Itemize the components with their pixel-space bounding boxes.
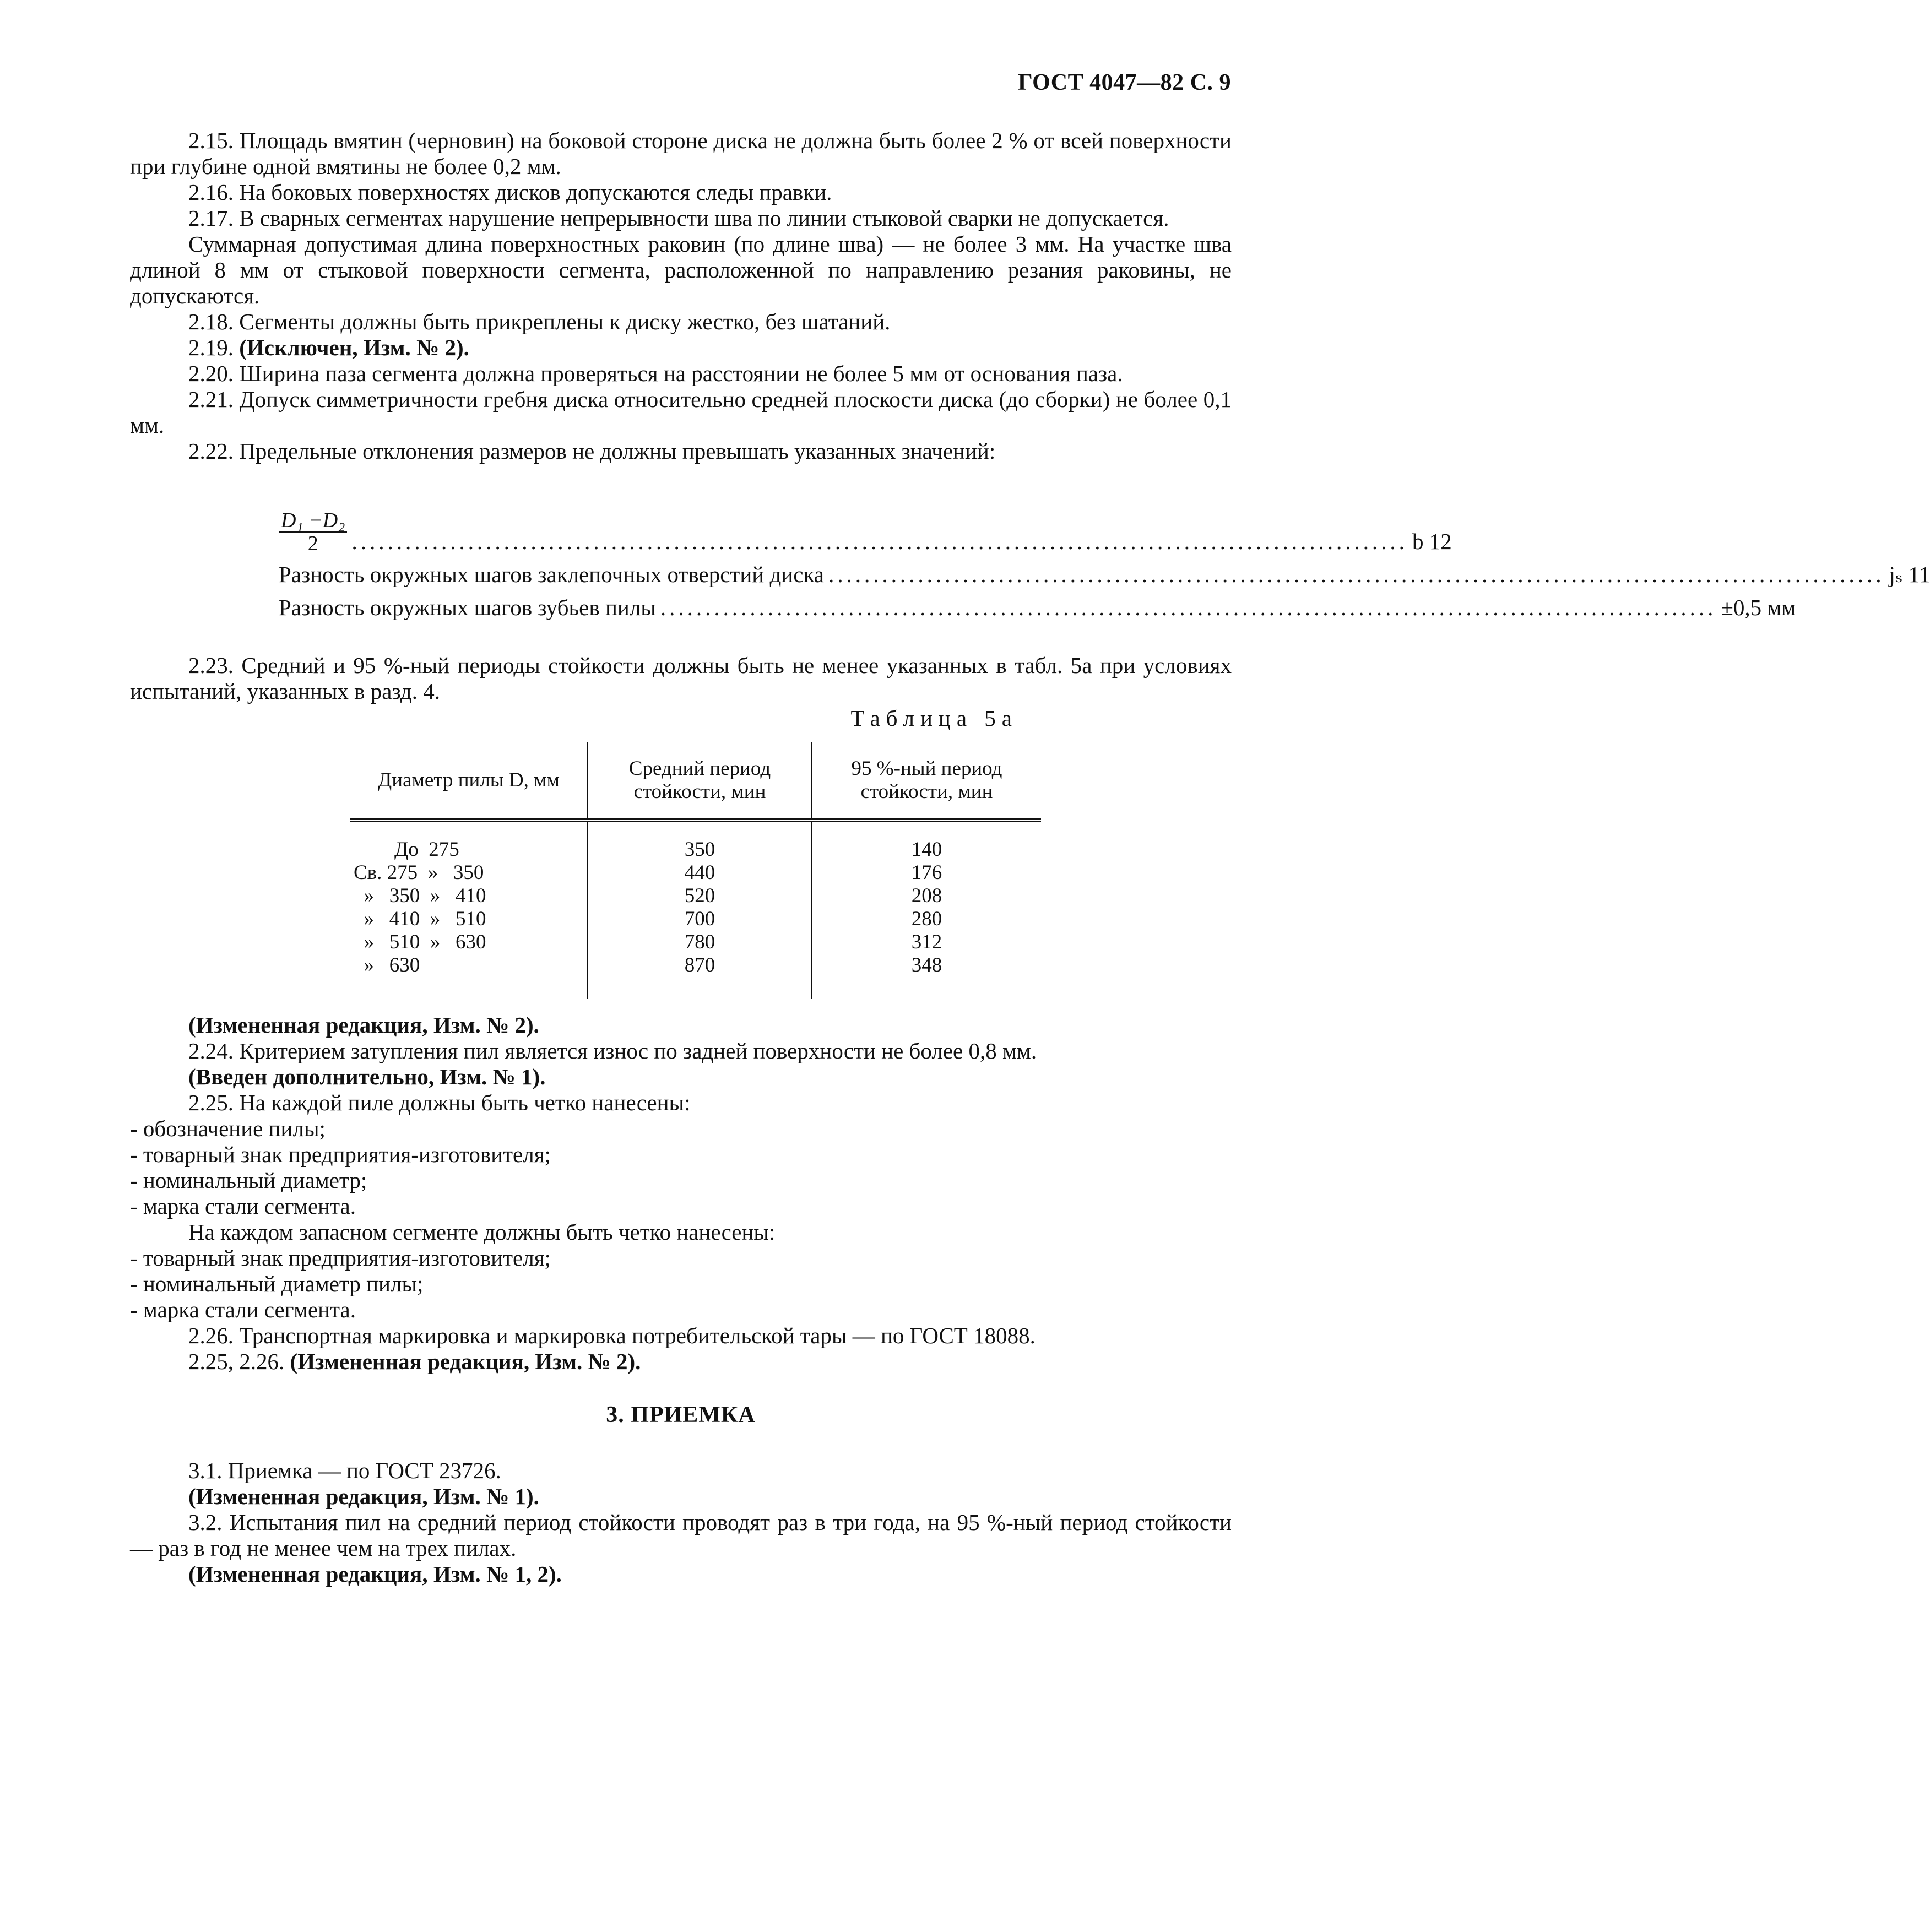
section-title: 3. ПРИЕМКА	[606, 1402, 756, 1428]
clause-2-18: 2.18. Сегменты должны быть прикреплены к диску жестко, без шатаний.	[188, 309, 891, 334]
amendment-note: (Измененная редакция, Изм. № 2).	[188, 1012, 539, 1038]
list-item: - марка стали сегмента.	[130, 1193, 356, 1219]
after-table-block	[130, 1012, 1232, 1375]
clause-2-25: 2.25. На каждой пиле должны быть четко нанесены:	[188, 1090, 691, 1115]
leader-dots: ......................................................................................................................	[828, 562, 1885, 587]
tolerance-label: Разность окружных шагов заклепочных отверстий диска	[279, 562, 824, 587]
spare-segment-text: На каждом запасном сегменте должны быть четко нанесены:	[188, 1219, 776, 1245]
amendment-note: (Введен дополнительно, Изм. № 1).	[188, 1064, 546, 1089]
cell-95: 140	[812, 820, 1041, 861]
list-item: - обозначение пилы;	[130, 1116, 326, 1141]
clause-2-17: 2.17. В сварных сегментах нарушение непрерывности шва по линии стыковой сварки не допускается.	[188, 205, 1169, 231]
column-header-mean-period: Средний период стойкости, мин	[588, 742, 812, 820]
cell-95: 280	[812, 908, 1041, 931]
cell-95: 208	[812, 884, 1041, 908]
table-row	[350, 861, 1041, 884]
list-item: - марка стали сегмента.	[130, 1297, 356, 1322]
amendment-note: (Измененная редакция, Изм. № 1, 2).	[188, 1561, 562, 1587]
cell-diameter: » 350 » 410	[354, 884, 486, 907]
amendment-note: (Измененная редакция, Изм. № 1).	[188, 1484, 539, 1509]
list-item: - товарный знак предприятия-изготовителя;	[130, 1142, 551, 1167]
clause-2-15: 2.15. Площадь вмятин (черновин) на боковой стороне диска не должна быть более 2 % от всей поверхности при глубине одной вмятины не более 0,2 мм.	[130, 128, 1232, 179]
column-header-diameter: Диаметр пилы D, мм	[350, 742, 588, 820]
clause-2-21: 2.21. Допуск симметричности гребня диска относительно средней плоскости диска (до сборки) не более 0,1 мм.	[130, 387, 1232, 438]
clause-3-2: 3.2. Испытания пил на средний период стойкости проводят раз в три года, на 95 %-ный период стойкости — раз в год не менее чем на трех пилах.	[130, 1510, 1232, 1561]
cell-diameter: » 410 » 510	[354, 908, 486, 930]
fraction-denominator: 2	[307, 532, 318, 555]
cell-diameter: » 510 » 630	[354, 931, 486, 953]
clause-2-24: 2.24. Критерием затупления пил является износ по задней поверхности не более 0,8 мм.	[188, 1038, 1037, 1063]
tolerance-value: jₛ 11	[1889, 562, 1930, 587]
table-caption: Таблица 5а	[850, 705, 1018, 731]
table-row	[350, 908, 1041, 931]
cell-95: 348	[812, 954, 1041, 999]
list-item: - номинальный диаметр;	[130, 1168, 367, 1193]
clause-2-19	[130, 335, 1232, 361]
cell-mean: 870	[588, 954, 812, 999]
cell-diameter: До 275	[354, 838, 459, 861]
table-row	[350, 954, 1041, 999]
clause-3-1: 3.1. Приемка — по ГОСТ 23726.	[188, 1458, 501, 1483]
amendment-text: (Измененная редакция, Изм. № 2).	[290, 1349, 641, 1374]
clause-2-20: 2.20. Ширина паза сегмента должна проверяться на расстоянии не более 5 мм от основания паза.	[188, 361, 1123, 386]
cell-diameter: Св. 275 » 350	[354, 861, 484, 884]
amendment-note-2-25-2-26	[130, 1349, 1232, 1375]
cell-mean: 520	[588, 884, 812, 908]
table-header-row	[350, 742, 1041, 820]
list-item: - товарный знак предприятия-изготовителя;	[130, 1245, 551, 1271]
cell-diameter: » 630	[354, 954, 420, 976]
leader-dots: ......................................................................................................................	[660, 595, 1717, 620]
page-content	[130, 128, 1930, 1587]
tolerance-value: b 12	[1412, 529, 1452, 554]
table-row	[350, 931, 1041, 954]
running-head: ГОСТ 4047—82 С. 9	[1017, 70, 1231, 95]
cell-mean: 440	[588, 861, 812, 884]
amendment-prefix: 2.25, 2.26.	[188, 1349, 285, 1374]
clause-2-22: 2.22. Предельные отклонения размеров не должны превышать указанных значений:	[188, 438, 996, 464]
tolerance-row-diameter	[279, 500, 1452, 555]
table-row	[350, 884, 1041, 908]
cell-mean: 350	[588, 820, 812, 861]
cell-mean: 700	[588, 908, 812, 931]
tolerance-row-rivet-holes	[279, 555, 1930, 588]
clause-2-26: 2.26. Транспортная маркировка и маркировка потребительской тары — по ГОСТ 18088.	[188, 1323, 1036, 1348]
cell-mean: 780	[588, 931, 812, 954]
column-header-95-period: 95 %-ный период стойкости, мин	[812, 742, 1041, 820]
tolerance-list	[279, 500, 1930, 621]
table-row	[350, 820, 1041, 861]
clause-2-19-num: 2.19.	[188, 335, 234, 360]
tolerance-row-teeth	[279, 588, 1796, 621]
tolerance-label: Разность окружных шагов зубьев пилы	[279, 595, 656, 620]
cell-95: 312	[812, 931, 1041, 954]
tolerance-value: ±0,5 мм	[1721, 595, 1796, 620]
cell-95: 176	[812, 861, 1041, 884]
fraction-numerator: D₁ −D₂	[279, 509, 347, 533]
clause-2-17-cont: Суммарная допустимая длина поверхностных раковин (по длине шва) — не более 3 мм. На участке шва длиной 8 мм от стыковой поверхности сегмента, расположенной по направлению резания раковины, не допускаются.	[130, 231, 1232, 308]
list-item: - номинальный диаметр пилы;	[130, 1271, 424, 1296]
diameter-fraction	[279, 509, 347, 555]
leader-dots: ......................................................................................................................	[351, 529, 1408, 554]
clause-2-16: 2.16. На боковых поверхностях дисков допускаются следы правки.	[188, 180, 832, 205]
clause-2-19-note: (Исключен, Изм. № 2).	[239, 335, 469, 360]
clause-2-23: 2.23. Средний и 95 %-ный периоды стойкости должны быть не менее указанных в табл. 5а при условиях испытаний, указанных в разд. 4.	[130, 653, 1232, 704]
durability-table	[350, 742, 1041, 999]
